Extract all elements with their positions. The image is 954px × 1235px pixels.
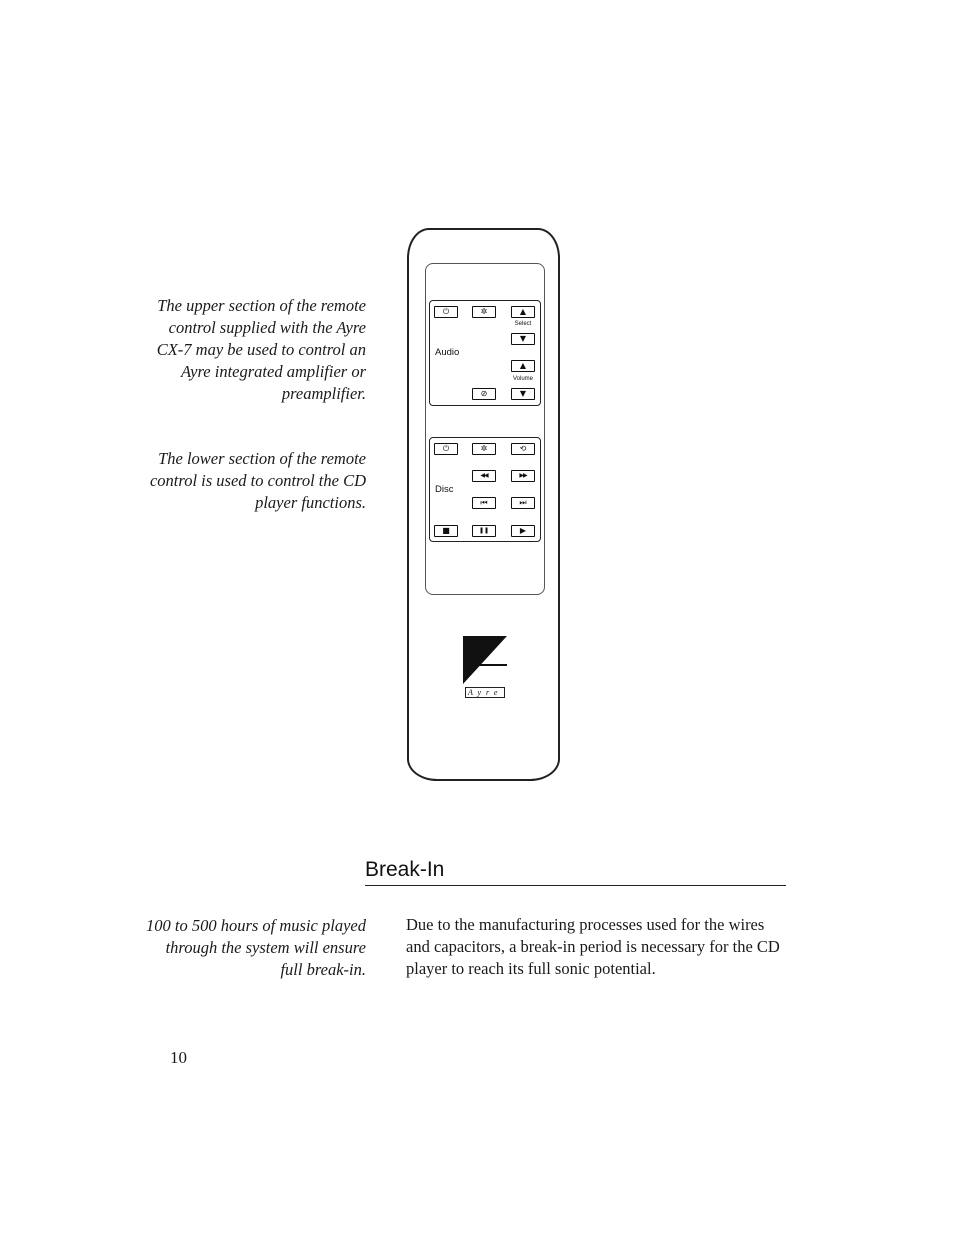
volume-up-icon: ▲ [511,360,535,372]
repeat-icon: ⟲ [511,443,535,455]
caption-upper-section: The upper section of the remote control supplied with the Ayre CX-7 may be used to control an Ayre integrated amplifier or preamplifier. [156,296,366,403]
stop-icon: ■ [434,525,458,537]
select-label: Select [514,321,532,327]
disc-settings-icon: ✲ [472,443,496,455]
audio-panel [429,300,541,406]
fast-forward-icon: ▶▶ [511,470,535,482]
volume-down-icon: ▼ [511,388,535,400]
caption-lower-section: The lower section of the remote control is used to control the CD player functions. [149,449,366,512]
audio-settings-icon: ✲ [472,306,496,318]
select-down-icon: ▼ [511,333,535,345]
audio-power-icon: ⏻ [434,306,458,318]
caption-break-in: 100 to 500 hours of music played through the system will ensure full break-in. [146,916,366,979]
body-paragraph: Due to the manufacturing processes used for the wires and capacitors, a break-in period is necessary for the CD player to reach its full sonic potential. [406,915,780,978]
play-icon: ▶ [511,525,535,537]
page-number: 10 [170,1048,187,1067]
disc-label: Disc [435,484,454,495]
pause-icon: ❚❚ [472,525,496,537]
mute-icon: ⊘ [472,388,496,400]
audio-label: Audio [435,347,460,358]
select-up-icon: ▲ [511,306,535,318]
disc-power-icon: ⏻ [434,443,458,455]
rewind-icon: ◀◀ [472,470,496,482]
section-heading: Break-In [365,856,786,886]
next-track-icon: ⏭ [511,497,535,509]
ayre-logo-text: Ayre [465,687,505,698]
previous-track-icon: ⏮ [472,497,496,509]
volume-label: Volume [512,376,533,382]
disc-panel [429,437,541,542]
